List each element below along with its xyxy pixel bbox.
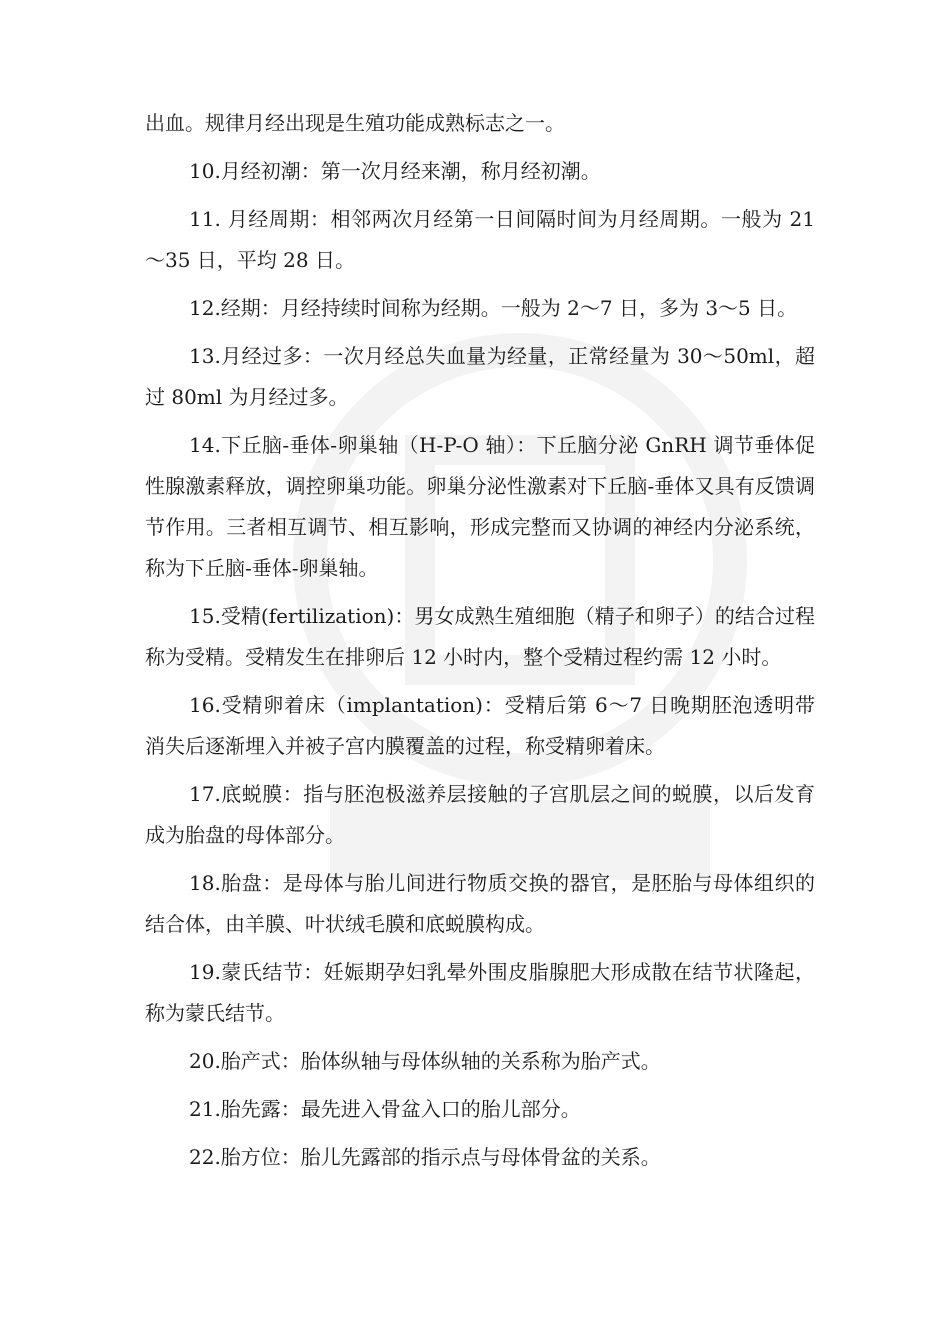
paragraph-term-16: 16.受精卵着床（implantation)：受精后第 6～7 日晚期胚泡透明带消失后逐渐埋入并被子宫内膜覆盖的过程，称受精卵着床。 [145,693,815,758]
paragraph-term-17: 17.底蜕膜：指与胚泡极滋养层接触的子宫肌层之间的蜕膜，以后发育成为胎盘的母体部分。 [145,782,815,847]
paragraph-term-14: 14.下丘脑-垂体-卵巢轴（H-P-O 轴）：下丘脑分泌 GnRH 调节垂体促性腺激素释放，调控卵巢功能。卵巢分泌性激素对下丘脑-垂体又具有反馈调节作用。三者相互调节、相互影响，形成完整而又协调的神经内分泌系统，称为下丘脑-垂体-卵巢轴。 [145,433,815,580]
paragraph-term-22: 22.胎方位：胎儿先露部的指示点与母体骨盆的关系。 [189,1145,661,1169]
paragraph-term-18: 18.胎盘：是母体与胎儿间进行物质交换的器官，是胚胎与母体组织的结合体，由羊膜、叶状绒毛膜和底蜕膜构成。 [145,871,815,936]
paragraph-term-13: 13.月经过多：一次月经总失血量为经量，正常经量为 30～50ml，超过 80ml 为月经过多。 [145,344,815,409]
paragraph-term-21: 21.胎先露：最先进入骨盆入口的胎儿部分。 [189,1097,581,1121]
paragraph-term-12: 12.经期：月经持续时间称为经期。一般为 2～7 日，多为 3～5 日。 [189,296,798,320]
paragraph-term-19: 19.蒙氏结节：妊娠期孕妇乳晕外围皮脂腺肥大形成散在结节状隆起，称为蒙氏结节。 [145,960,815,1025]
paragraph-term-20: 20.胎产式：胎体纵轴与母体纵轴的关系称为胎产式。 [189,1049,661,1073]
paragraph-term-10: 10.月经初潮：第一次月经来潮，称月经初潮。 [189,159,601,183]
paragraph-term-15: 15.受精(fertilization)：男女成熟生殖细胞（精子和卵子）的结合过程称为受精。受精发生在排卵后 12 小时内，整个受精过程约需 12 小时。 [145,604,815,669]
paragraph-continuation: 出血。规律月经出现是生殖功能成熟标志之一。 [145,111,565,135]
document-page [145,103,815,1185]
paragraph-term-11: 11. 月经周期：相邻两次月经第一日间隔时间为月经周期。一般为 21～35 日，平均 28 日。 [145,207,815,272]
